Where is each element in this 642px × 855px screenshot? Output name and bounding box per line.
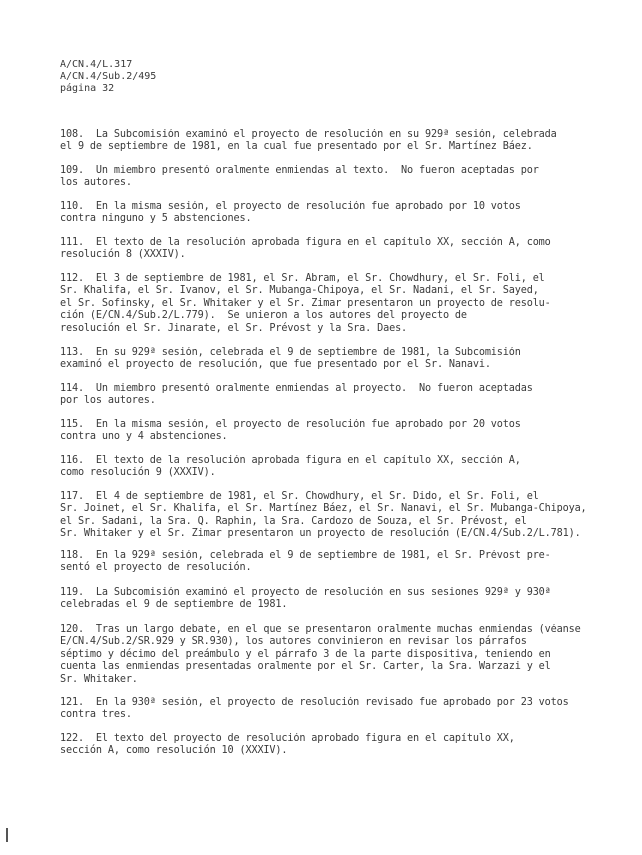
paragraph-line: 114. Un miembro presentó oralmente enmiendas al proyecto. No fueron aceptadas: [60, 383, 533, 394]
paragraph-line: resolución 8 (XXXIV).: [60, 249, 186, 261]
paragraph: [60, 491, 600, 541]
paragraph: [60, 273, 600, 335]
paragraph: [60, 697, 600, 722]
paragraph: [60, 201, 600, 226]
paragraph: [60, 419, 600, 444]
paragraph-line: como resolución 9 (XXXIV).: [60, 467, 216, 479]
paragraph-line: E/CN.4/Sub.2/SR.929 y SR.930), los autores convinieron en revisar los párrafos: [60, 636, 527, 648]
paragraph-line: 120. Tras un largo debate, en el que se presentaron oralmente muchas enmiendas (véanse: [60, 624, 581, 635]
paragraph-line: séptimo y décimo del preámbulo y el párrafo 3 de la parte dispositiva, teniendo en: [60, 648, 551, 660]
document-symbol-1: A/CN.4/L.317: [60, 59, 133, 70]
paragraph-line: 119. La Subcomisión examinó el proyecto de resolución en sus sesiones 929ª y 930ª: [60, 587, 551, 598]
paragraph-line: contra tres.: [60, 709, 132, 721]
paragraph-line: examinó el proyecto de resolución, que fue presentado por el Sr. Nanavi.: [60, 359, 491, 371]
paragraph-line: 112. El 3 de septiembre de 1981, el Sr. Abram, el Sr. Chowdhury, el Sr. Foli, el: [60, 273, 545, 284]
paragraph-line: contra uno y 4 abstenciones.: [60, 431, 228, 443]
paragraph-line: el 9 de septiembre de 1981, en la cual fue presentado por el Sr. Martínez Báez.: [60, 141, 533, 153]
paragraph: [60, 129, 600, 154]
paragraph: [60, 733, 600, 758]
paragraph-line: resolución el Sr. Jinarate, el Sr. Prévost y la Sra. Daes.: [60, 322, 408, 334]
paragraph-line: 122. El texto del proyecto de resolución aprobado figura en el capítulo XX,: [60, 733, 515, 744]
paragraph-line: 111. El texto de la resolución aprobada figura en el capítulo XX, sección A, como: [60, 237, 551, 248]
page-number: página 32: [60, 83, 115, 94]
paragraph-line: ción (E/CN.4/Sub.2/L.779). Se unieron a los autores del proyecto de: [60, 310, 467, 322]
paragraph-line: 108. La Subcomisión examinó el proyecto de resolución en su 929ª sesión, celebrada: [60, 129, 557, 140]
document-header: [60, 59, 156, 95]
paragraph-line: 121. En la 930ª sesión, el proyecto de resolución revisado fue aprobado por 23 votos: [60, 697, 569, 708]
document-symbol-2: A/CN.4/Sub.2/495: [60, 71, 157, 82]
paragraph-line: celebradas el 9 de septiembre de 1981.: [60, 599, 288, 611]
paragraph-line: 117. El 4 de septiembre de 1981, el Sr. Chowdhury, el Sr. Dido, el Sr. Foli, el: [60, 491, 539, 502]
paragraph-line: Sr. Joinet, el Sr. Khalifa, el Sr. Martínez Báez, el Sr. Nanavi, el Sr. Mubanga-Chipoya,: [60, 503, 587, 515]
paragraph-line: Sr. Khalifa, el Sr. Ivanov, el Sr. Mubanga-Chipoya, el Sr. Nadani, el Sr. Sayed,: [60, 285, 539, 297]
paragraph-line: el Sr. Sadani, la Sra. Q. Raphin, la Sra. Cardozo de Souza, el Sr. Prévost, el: [60, 515, 527, 527]
paragraph: [60, 587, 600, 612]
paragraph-line: cuenta las enmiendas presentadas oralmente por el Sr. Carter, la Sra. Warzazi y el: [60, 661, 551, 673]
paragraph: [60, 383, 600, 408]
paragraph: [60, 347, 600, 372]
paragraph-line: 115. En la misma sesión, el proyecto de resolución fue aprobado por 20 votos: [60, 419, 521, 430]
paragraph-line: los autores.: [60, 177, 132, 189]
paragraph-line: el Sr. Sofinsky, el Sr. Whitaker y el Sr. Zimar presentaron un proyecto de resolu-: [60, 297, 551, 309]
paragraph-line: sección A, como resolución 10 (XXXIV).: [60, 745, 288, 757]
paragraph-line: Sr. Whitaker.: [60, 673, 138, 685]
paragraph-line: 109. Un miembro presentó oralmente enmiendas al texto. No fueron aceptadas por: [60, 165, 539, 176]
paragraph-line: por los autores.: [60, 395, 156, 407]
paragraph-line: 118. En la 929ª sesión, celebrada el 9 de septiembre de 1981, el Sr. Prévost pre-: [60, 550, 551, 561]
paragraph: [60, 455, 600, 480]
paragraph: [60, 550, 600, 575]
paragraph-line: 113. En su 929ª sesión, celebrada el 9 de septiembre de 1981, la Subcomisión: [60, 347, 521, 358]
paragraph: [60, 165, 600, 190]
paragraph-line: Sr. Whitaker y el Sr. Zimar presentaron un proyecto de resolución (E/CN.4/Sub.2/L.781).: [60, 528, 581, 540]
paragraph-line: sentó el proyecto de resolución.: [60, 562, 252, 574]
paragraph: [60, 237, 600, 262]
paragraph-line: contra ninguno y 5 abstenciones.: [60, 213, 252, 225]
scan-mark: [6, 828, 8, 842]
paragraph: [60, 624, 600, 686]
paragraph-line: 110. En la misma sesión, el proyecto de resolución fue aprobado por 10 votos: [60, 201, 521, 212]
paragraph-line: 116. El texto de la resolución aprobada figura en el capítulo XX, sección A,: [60, 455, 521, 466]
